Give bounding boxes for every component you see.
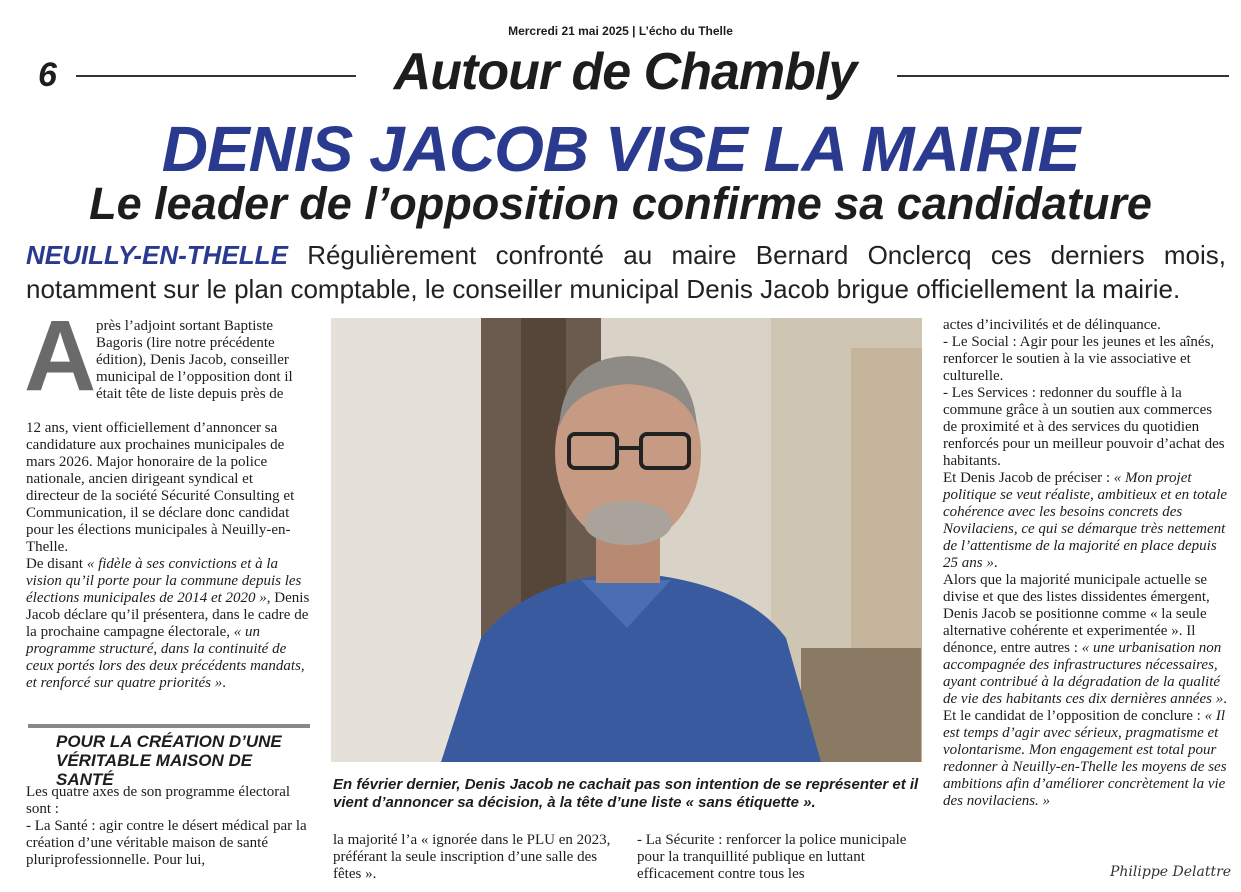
standfirst-text: Régulièrement confronté au maire Bernard Onclercq ces derniers mois, notamment sur le plan comptable, le conseiller municipal Denis Jacob brigue officiellement la mairie. [26,240,1226,304]
paragraph: De disant « fidèle à ses convictions et à la vision qu’il porte pour la commune depuis les élections municipales de 2014 et 2020 », Denis Jacob déclare qu’il présentera, dans le cadre de la prochaine campagne électorale, « un programme structuré, dans la continuité de ceux portés lors des deux précédents mandats, et renforcé sur quatre priorités ». [26,556,310,691]
paragraph: Les quatre axes de son programme électoral sont : [26,784,291,817]
paragraph: Alors que la majorité municipale actuelle se divise et que des listes dissidentes émergent, Denis Jacob se positionne comme « la seule alternative cohérente et experimentée ». Il dénonce, entre autres : « une urbanisation non accompagnée des infrastructures nécessaires, ayant contribué à la dégradation de la qualité de vie des habitants ces dix dernières années ». [943,572,1227,707]
column-4 [943,317,1228,810]
drop-cap: A [24,300,97,412]
standfirst [26,238,1226,306]
paragraph: - Le Social : Agir pour les jeunes et les aînés, renforcer le soutien à la vie associative et culturelle. [943,334,1215,384]
standfirst-place: NEUILLY-EN-THELLE [26,240,288,270]
page-number: 6 [38,56,57,94]
column-1-continued [26,784,310,869]
column-1-intro: près l’adjoint sortant Baptiste Bagoris (lire notre précédente édition), Denis Jacob, conseiller municipal de l’opposition dont il était tête de liste depuis près de [96,318,293,402]
column-1-body [26,420,310,692]
paragraph: - La Santé : agir contre le désert médical par la création d’une véritable maison de santé pluriprofessionnelle. Pour lui, [26,818,307,868]
paragraph: 12 ans, vient officiellement d’annoncer sa candidature aux prochaines municipales de mars 2026. Major honoraire de la police nationale, ancien dirigeant syndical et directeur de la société Sécurité Consulting et Communication, il se déclare donc candidat pour les élections municipales à Neuilly-en-Thelle. [26,420,295,555]
paragraph: actes d’incivilités et de délinquance. [943,317,1161,333]
section-title: Autour de Chambly [393,43,857,101]
article-photo [331,318,922,762]
column-2: la majorité l’a « ignorée dans le PLU en 2023, préférant la seule inscription d’une salle des fêtes ». [333,832,611,882]
photo-caption: En février dernier, Denis Jacob ne cachait pas son intention de se représenter et il vient d’annoncer sa décision, à la tête d’une liste « sans étiquette ». [333,776,919,811]
author-signature: Philippe Delattre [1110,864,1232,880]
headline: DENIS JACOB VISE LA MAIRIE [161,113,1080,185]
paragraph: Et le candidat de l’opposition de conclure : « Il est temps d’agir avec sérieux, pragmatisme et volontarisme. Mon engagement est total pour redonner à Neuilly-en-Thelle les moyens de ses ambitions afin d’améliorer concrètement la vie des novilaciens. » [943,708,1227,809]
header-rule-right [897,75,1229,77]
dateline: Mercredi 21 mai 2025 | L’écho du Thelle [508,24,733,38]
subheadline: Le leader de l’opposition confirme sa candidature [89,178,1152,229]
paragraph: Et Denis Jacob de préciser : « Mon projet politique se veut réaliste, ambitieux et en totale cohérence avec les besoins concrets des Novilaciens, ce qui se démarque très nettement de l’attentisme de la majorité en place depuis 25 ans ». [943,470,1228,571]
header-rule-left [76,75,356,77]
paragraph: - Les Services : redonner du souffle à la commune grâce à un soutien aux commerces de proximité et à des services du quotidien renforcés pour un meilleur pouvoir d’achat des habitants. [943,385,1225,469]
box-heading: POUR LA CRÉATION D’UNE VÉRITABLE MAISON DE SANTÉ [56,732,282,789]
box-rule [28,724,310,728]
column-3: - La Sécurite : renforcer la police municipale pour la tranquillité publique en luttant efficacement contre tous les [637,832,907,882]
